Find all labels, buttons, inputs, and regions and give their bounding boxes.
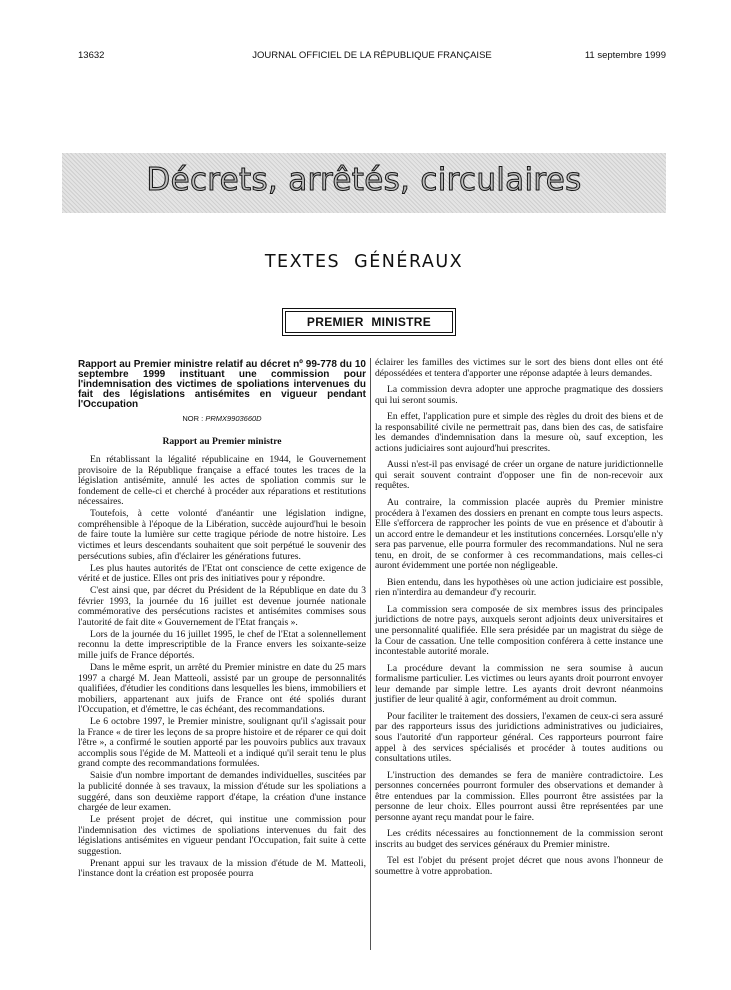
- paragraph: Pour faciliter le traitement des dossiers, l'examen de ceux-ci sera assuré par des rapporteurs issus des juridictions administratives ou judiciaires, sous l'autorité d'un rapporteur général. Ces rapporteurs pourront faire appel à des services spécialisés et procéder à toutes auditions ou consultations utiles.: [375, 710, 663, 765]
- page-number: 13632: [78, 50, 105, 61]
- ministry-box: [282, 308, 456, 336]
- nor-label: NOR :: [182, 414, 204, 423]
- paragraph: L'instruction des demandes se fera de manière contradictoire. Les personnes concernées pourront formuler des observations et demander à être entendues par la commission. Elles pourront être assistées par la personne de leur choix. Elles pourront aussi être représentées par une personne ayant reçu mandat pour le faire.: [375, 769, 663, 823]
- paragraph: En effet, l'application pure et simple des règles du droit des biens et de la responsabilité civile ne permettrait pas, dans bien des cas, de satisfaire les demandes d'indemnisation dans la mesure où, sauf exception, les actions judiciaires sont aujourd'hui prescrites.: [375, 411, 663, 454]
- report-title: Rapport au Premier ministre relatif au décret nº 99-778 du 10 septembre 1999 instituant une commission pour l'indemnisation des victimes de spoliations intervenues du fait des législations antisémites en vigueur pendant l'Occupation: [78, 359, 366, 410]
- paragraph: Le 6 octobre 1997, le Premier ministre, soulignant qu'il s'agissait pour la France « de tirer les leçons de sa propre histoire et de réparer ce qui doit l'être », a confirmé le soutien apporté par les pouvoirs publics aux travaux accomplis sous l'égide de M. Matteoli et a indiqué qu'il serait tenu le plus grand compte des recommandations formulées.: [78, 716, 366, 770]
- banner-title: Décrets, arrêtés, circulaires: [146, 162, 582, 198]
- section-title: TEXTES GÉNÉRAUX: [264, 252, 464, 272]
- paragraph: Prenant appui sur les travaux de la mission d'étude de M. Matteoli, l'instance dont la création est proposée pourra: [78, 857, 366, 880]
- paragraph: Au contraire, la commission placée auprès du Premier ministre procédera à l'examen des dossiers en prenant en compte tous leurs aspects. Elle s'efforcera de rapprocher les points de vue en présence et d'aboutir à un accord entre le demandeur et les institutions concernées. Lorsqu'elle n'y sera pas parvenue, elle pourra formuler des recommandations. Nul ne sera tenu, en droit, de se conformer à ces recommandations, mais celles-ci auront évidemment une portée non négligeable.: [375, 497, 663, 572]
- nor-reference: [78, 414, 366, 425]
- paragraph: Aussi n'est-il pas envisagé de créer un organe de nature juridictionnelle qui serait souvent contraint d'opposer une fin de non-recevoir aux requêtes.: [375, 459, 663, 492]
- nor-code: PRMX9903660D: [205, 414, 262, 423]
- paragraph: La commission sera composée de six membres issus des principales juridictions de notre pays, auxquels seront adjoints deux universitaires et une personnalité qualifiée. Elle sera présidée par un magistrat du siège de la Cour de cassation. Une telle composition conférera à cette instance une incontestable autorité morale.: [375, 603, 663, 658]
- paragraph-continued: éclairer les familles des victimes sur le sort des biens dont elles ont été dépossédées et tentera d'apporter une réponse adaptée à leurs demandes.: [375, 357, 663, 379]
- section-banner: [62, 153, 666, 213]
- paragraph: Tel est l'objet du présent projet décret que nous avons l'honneur de soumettre à votre approbation.: [375, 855, 663, 877]
- paragraph: Les crédits nécessaires au fonctionnement de la commission seront inscrits au budget des services généraux du Premier ministre.: [375, 828, 663, 850]
- issue-date: 11 septembre 1999: [584, 50, 666, 61]
- paragraph: Lors de la journée du 16 juillet 1995, le chef de l'Etat a solennellement reconnu la dette imprescriptible de la France envers les soixante-seize mille juifs de France déportés.: [78, 628, 366, 661]
- right-column: [375, 358, 663, 884]
- report-addressee: Rapport au Premier ministre: [162, 435, 282, 447]
- paragraph: Saisie d'un nombre important de demandes individuelles, suscitées par la publicité donnée à ses travaux, la mission d'étude sur les spoliations a suggéré, dans son deuxième rapport d'étape, la création d'une instance chargée de leur examen.: [78, 770, 366, 814]
- paragraph: Bien entendu, dans les hypothèses où une action judiciaire est possible, rien n'interdira au demandeur d'y recourir.: [375, 576, 663, 599]
- paragraph: La commission devra adopter une approche pragmatique des dossiers qui lui seront soumis.: [375, 384, 663, 406]
- left-column: [78, 358, 366, 881]
- paragraph: Dans le même esprit, un arrêté du Premier ministre en date du 25 mars 1997 a chargé M. Jean Matteoli, assisté par un groupe de personnalités qualifiées, d'étudier les conditions dans lesquelles les biens, immobiliers et mobiliers, appartenant aux juifs de France ont été spoliés durant l'Occupation, et d'émettre, le cas échéant, des recommandations.: [78, 661, 366, 716]
- paragraph: Les plus hautes autorités de l'Etat ont conscience de cette exigence de vérité et de justice. Elles ont pris des initiatives pour y répondre.: [78, 562, 366, 585]
- paragraph: En rétablissant la légalité républicaine en 1944, le Gouvernement provisoire de la République française a effacé toutes les traces de la législation antisémite, annulé les actes de spoliation commis sur le fondement de celle-ci et cherché à procéder aux réparations et restitutions nécessaires.: [78, 454, 366, 508]
- ministry-label: PREMIER MINISTRE: [285, 311, 453, 333]
- column-divider: [370, 358, 371, 950]
- paragraph: La procédure devant la commission ne sera soumise à aucun formalisme particulier. Les victimes ou leurs ayants droit pourront envoyer leur demande par simple lettre. Les ayants droit devront néanmoins justifier de leur qualité à agir, conformément au droit commun.: [375, 662, 663, 706]
- paragraph: Toutefois, à cette volonté d'anéantir une législation indigne, compréhensible à l'époque de la Libération, succède aujourd'hui le besoin de faire toute la lumière sur cette tragique période de notre histoire. Les victimes et leurs descendants souhaitent que soit perpétué le souvenir des persécutions subies, afin d'éclairer les générations futures.: [78, 508, 366, 562]
- journal-title: JOURNAL OFFICIEL DE LA RÉPUBLIQUE FRANÇAISE: [252, 50, 492, 61]
- paragraph: C'est ainsi que, par décret du Président de la République en date du 3 février 1993, la journée du 16 juillet est devenue journée nationale commémorative des persécutions racistes et antisémites commises sous l'autorité de fait dite « Gouvernement de l'Etat français ».: [78, 585, 366, 628]
- paragraph: Le présent projet de décret, qui institue une commission pour l'indemnisation des victimes de spoliations intervenues du fait des législations antisémites en vigueur pendant l'Occupation, fait suite à cette suggestion.: [78, 814, 366, 857]
